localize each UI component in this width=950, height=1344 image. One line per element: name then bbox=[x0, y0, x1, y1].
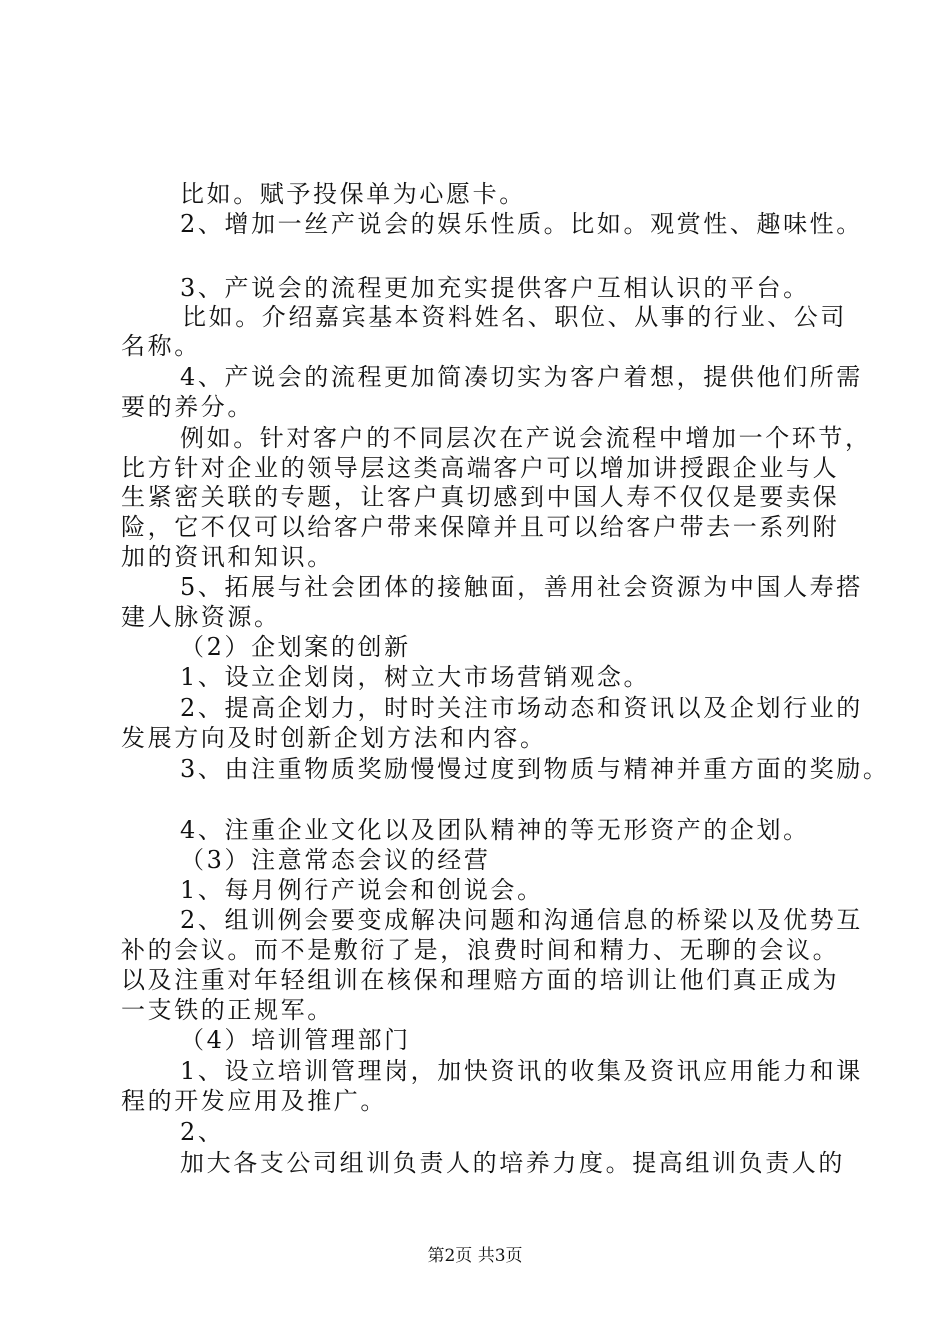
text-line: 2、提高企划力，时时关注市场动态和资讯以及企划行业的 bbox=[180, 694, 863, 722]
text-line: 补的会议。而不是敷衍了是，浪费时间和精力、无聊的会议。 bbox=[121, 936, 840, 964]
text-line: 生紧密关联的专题，让客户真切感到中国人寿不仅仅是要卖保 bbox=[121, 483, 840, 511]
text-line: 以及注重对年轻组训在核保和理赔方面的培训让他们真正成为 bbox=[121, 966, 840, 994]
text-line: 一支铁的正规军。 bbox=[121, 996, 334, 1024]
section-heading: （3）注意常态会议的经营 bbox=[180, 846, 491, 874]
section-heading: （4）培训管理部门 bbox=[180, 1026, 411, 1054]
text-line: 1、设立企划岗，树立大市场营销观念。 bbox=[180, 663, 651, 691]
text-line: 4、产说会的流程更加简凑切实为客户着想，提供他们所需 bbox=[180, 363, 863, 391]
text-line: 3、由注重物质奖励慢慢过度到物质与精神并重方面的奖励。 bbox=[180, 755, 890, 783]
text-line: 2、增加一丝产说会的娱乐性质。比如。观赏性、趣味性。 bbox=[180, 210, 863, 238]
text-line: 险，它不仅可以给客户带来保障并且可以给客户带去一系列附 bbox=[121, 513, 840, 541]
text-line: 3、产说会的流程更加充实提供客户互相认识的平台。 bbox=[180, 274, 810, 302]
text-line: 2、 bbox=[180, 1118, 225, 1146]
text-line: 1、设立培训管理岗，加快资讯的收集及资讯应用能力和课 bbox=[180, 1057, 863, 1085]
text-line: 发展方向及时创新企划方法和内容。 bbox=[121, 724, 547, 752]
text-line: 名称。 bbox=[121, 332, 201, 360]
text-line: 要的养分。 bbox=[121, 393, 254, 421]
section-heading: （2）企划案的创新 bbox=[180, 633, 411, 661]
text-line: 2、组训例会要变成解决问题和沟通信息的桥梁以及优势互 bbox=[180, 906, 863, 934]
text-line: 5、拓展与社会团体的接触面，善用社会资源为中国人寿搭 bbox=[180, 573, 863, 601]
text-line: 比如。介绍嘉宾基本资料姓名、职位、从事的行业、公司 bbox=[182, 303, 847, 331]
text-line: 加大各支公司组训负责人的培养力度。提高组训负责人的 bbox=[180, 1149, 845, 1177]
text-line: 1、每月例行产说会和创说会。 bbox=[180, 876, 544, 904]
text-line: 程的开发应用及推广。 bbox=[121, 1087, 387, 1115]
text-line: 比方针对企业的领导层这类高端客户可以增加讲授跟企业与人 bbox=[121, 454, 840, 482]
text-line: 例如。针对客户的不同层次在产说会流程中增加一个环节， bbox=[180, 424, 872, 452]
page-number-footer: 第2页 共3页 bbox=[427, 1246, 523, 1266]
text-line: 建人脉资源。 bbox=[121, 603, 281, 631]
text-line: 加的资讯和知识。 bbox=[121, 543, 334, 571]
text-line: 4、注重企业文化以及团队精神的等无形资产的企划。 bbox=[180, 816, 810, 844]
text-line: 比如。赋予投保单为心愿卡。 bbox=[180, 180, 526, 208]
